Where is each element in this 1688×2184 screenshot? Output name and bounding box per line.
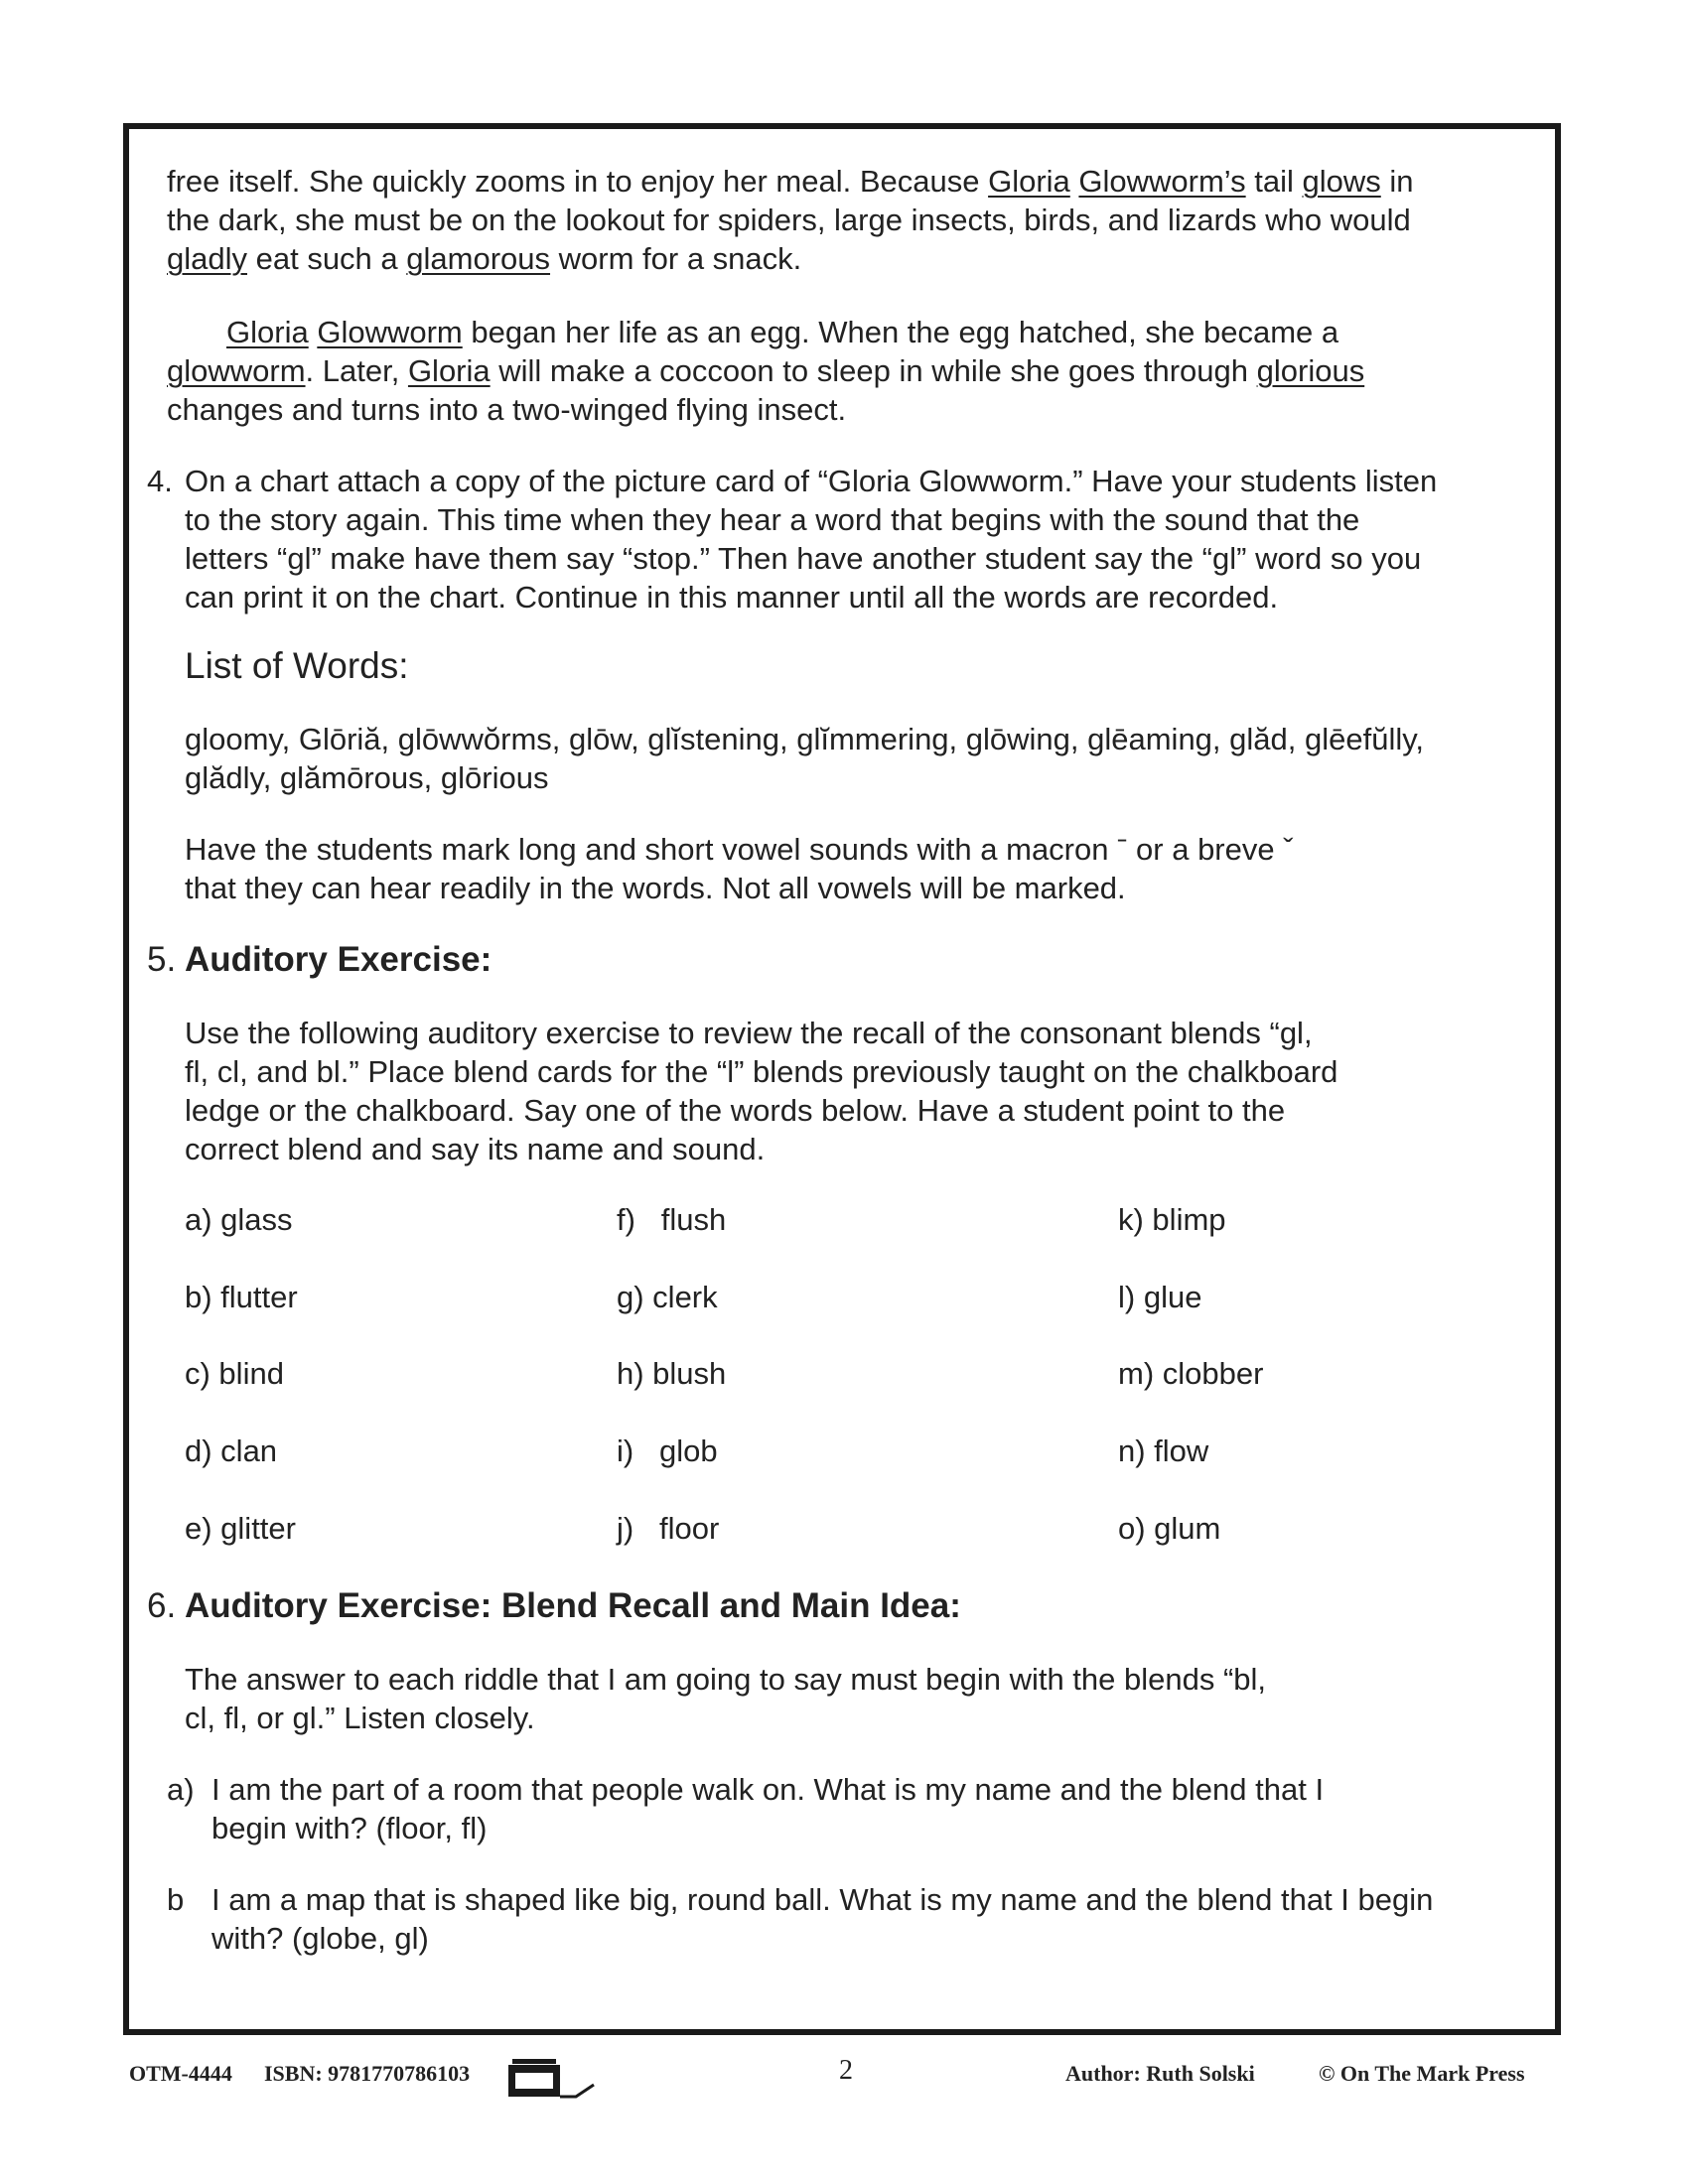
- word-item: h) blush: [617, 1356, 727, 1391]
- riddle-a-line-2: begin with? (floor, fl): [211, 1811, 488, 1845]
- section-6-intro-line-2: cl, fl, or gl.” Listen closely.: [185, 1701, 535, 1735]
- story-p1-line-3: gladly eat such a glamorous worm for a snack.: [167, 241, 802, 276]
- word-item: l) glue: [1118, 1280, 1202, 1314]
- riddle-a-line-1: I am the part of a room that people walk on. What is my name and the blend that I: [211, 1772, 1325, 1807]
- word-item: o) glum: [1118, 1511, 1221, 1546]
- vowel-marking-line-2: that they can hear readily in the words. Not all vowels will be marked.: [185, 871, 1126, 905]
- section-5-line-1: Use the following auditory exercise to review the recall of the consonant blends “gl,: [185, 1016, 1313, 1050]
- publisher: © On The Mark Press: [1319, 2061, 1525, 2086]
- section-5-line-4: correct blend and say its name and sound.: [185, 1132, 766, 1166]
- section-4-line-1: On a chart attach a copy of the picture card of “Gloria Glowworm.” Have your students listen: [185, 464, 1438, 498]
- word-list: [185, 720, 1424, 797]
- word-list-line-1: gloomy, Glōriă, glōwwŏrms, glōw, glĭstening, glĭmmering, glōwing, glēaming, glăd, glēefŭlly,: [185, 722, 1425, 756]
- riddle-b-line-1: I am a map that is shaped like big, round ball. What is my name and the blend that I begin: [211, 1882, 1434, 1917]
- section-5-line-2: fl, cl, and bl.” Place blend cards for the “l” blends previously taught on the chalkboard: [185, 1054, 1338, 1089]
- word-item: j) floor: [617, 1511, 720, 1546]
- word-item: m) clobber: [1118, 1356, 1264, 1391]
- section-5-number: 5.: [147, 940, 177, 979]
- word-list-line-2: glădly, glămōrous, glōrious: [185, 760, 549, 795]
- section-6-intro: [185, 1660, 1266, 1737]
- riddle-b-label: b: [167, 1882, 185, 1917]
- section-6-heading: Auditory Exercise: Blend Recall and Main Idea:: [185, 1586, 961, 1625]
- section-5-instructions: [185, 1014, 1337, 1168]
- chalkboard-logo-icon: [506, 2053, 606, 2109]
- story-paragraph-1: [167, 162, 1414, 278]
- section-4-instructions: [185, 462, 1437, 616]
- story-p2-line-3: changes and turns into a two-winged flying insect.: [167, 392, 847, 427]
- section-6-intro-line-1: The answer to each riddle that I am going to say must begin with the blends “bl,: [185, 1662, 1267, 1697]
- word-item: g) clerk: [617, 1280, 718, 1314]
- story-paragraph-2: [167, 313, 1364, 429]
- story-p2-line-2: glowworm. Later, Gloria will make a coccoon to sleep in while she goes through glorious: [167, 353, 1365, 388]
- riddle-a-label: a): [167, 1772, 195, 1807]
- vowel-marking-instructions: [185, 830, 1294, 907]
- section-4-line-3: letters “gl” make have them say “stop.” Then have another student say the “gl” word so you: [185, 541, 1422, 576]
- story-p1-line-1: free itself. She quickly zooms in to enjoy her meal. Because Gloria Glowworm’s tail glows in: [167, 164, 1414, 199]
- section-4-line-2: to the story again. This time when they hear a word that begins with the sound that the: [185, 502, 1360, 537]
- story-p2-line-1: Gloria Glowworm began her life as an egg. When the egg hatched, she became a: [226, 315, 1339, 349]
- page-footer: [0, 2053, 1688, 2093]
- section-5-line-3: ledge or the chalkboard. Say one of the words below. Have a student point to the: [185, 1093, 1286, 1128]
- riddle-b: [211, 1880, 1433, 1958]
- word-item: e) glitter: [185, 1511, 296, 1546]
- section-4-line-4: can print it on the chart. Continue in this manner until all the words are recorded.: [185, 580, 1279, 614]
- word-item: a) glass: [185, 1202, 293, 1237]
- list-of-words-heading: List of Words:: [185, 645, 409, 686]
- word-item: f) flush: [617, 1202, 727, 1237]
- author: Author: Ruth Solski: [1065, 2061, 1255, 2086]
- riddle-a: [211, 1770, 1324, 1847]
- isbn: ISBN: 9781770786103: [264, 2061, 471, 2086]
- vowel-marking-line-1: Have the students mark long and short vowel sounds with a macron ˉ or a breve ˇ: [185, 832, 1294, 867]
- section-4-number: 4.: [147, 464, 173, 498]
- word-item: c) blind: [185, 1356, 284, 1391]
- story-p1-line-2: the dark, she must be on the lookout for spiders, large insects, birds, and lizards who would: [167, 203, 1411, 237]
- section-5-heading: Auditory Exercise:: [185, 940, 492, 979]
- product-code: OTM-4444: [129, 2061, 232, 2086]
- word-item: d) clan: [185, 1433, 278, 1468]
- word-item: i) glob: [617, 1433, 718, 1468]
- section-6-number: 6.: [147, 1586, 177, 1625]
- riddle-b-line-2: with? (globe, gl): [211, 1921, 429, 1956]
- word-item: k) blimp: [1118, 1202, 1226, 1237]
- word-item: b) flutter: [185, 1280, 298, 1314]
- page-number: 2: [839, 2055, 853, 2086]
- word-item: n) flow: [1118, 1433, 1209, 1468]
